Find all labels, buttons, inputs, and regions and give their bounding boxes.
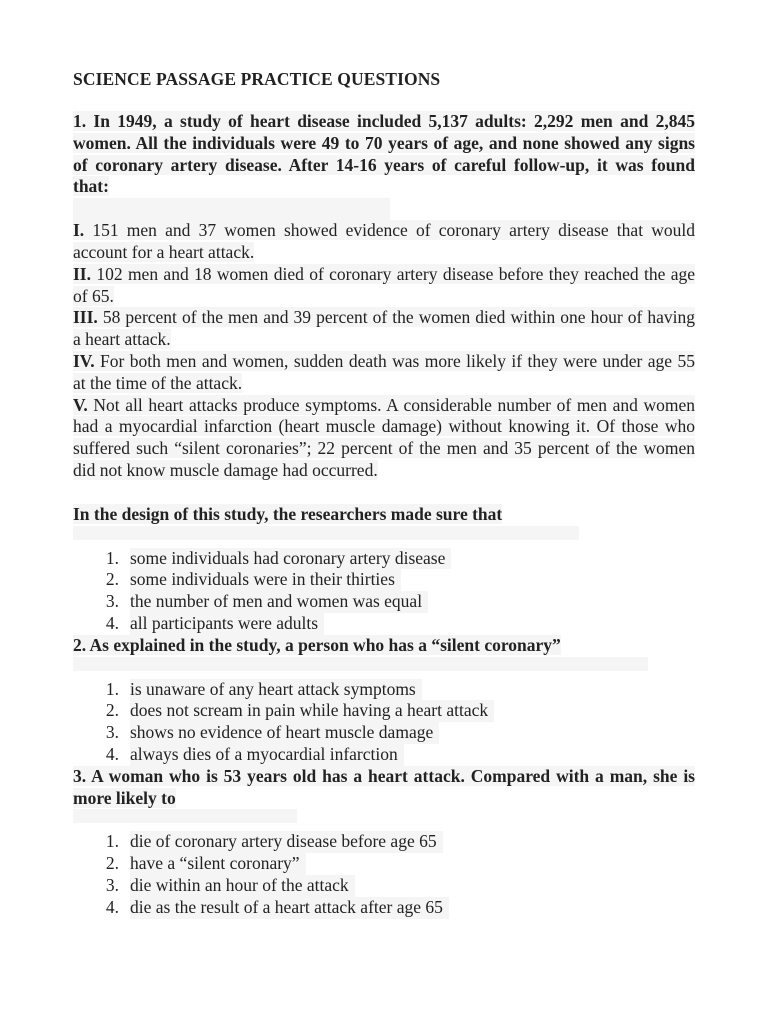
option-text: does not scream in pain while having a heart attack: [130, 700, 494, 722]
finding-text: 58 percent of the men and 39 percent of the women died within one hour of having a heart attack.: [73, 307, 695, 350]
finding-5: [73, 395, 695, 482]
option-text: shows no evidence of heart muscle damage: [130, 722, 439, 744]
question-3-stem: [73, 766, 695, 810]
option-text: some individuals had coronary artery disease: [130, 548, 451, 570]
option-text: die as the result of a heart attack after age 65: [130, 897, 449, 919]
option-number: 2.: [105, 700, 119, 721]
option[interactable]: [73, 700, 695, 722]
finding-label: II.: [73, 263, 91, 284]
findings-list: [73, 220, 695, 482]
option[interactable]: [73, 569, 695, 591]
option-number: 2.: [105, 569, 119, 590]
finding-3: [73, 307, 695, 351]
question-1-stem: [73, 504, 695, 526]
question-1-intro: [73, 111, 695, 198]
question-3-options: [73, 831, 695, 918]
finding-label: V.: [73, 394, 88, 415]
finding-label: III.: [73, 307, 98, 328]
option[interactable]: [73, 679, 695, 701]
question-1-intro-text: 1. In 1949, a study of heart disease included 5,137 adults: 2,292 men and 2,845 women. All the individuals were 49 to 70 years of age, and none showed any signs of coronary artery disease. After 14-16 years of careful follow-up, it was found that:: [73, 111, 695, 197]
shade-spacer: [73, 657, 648, 671]
finding-label: IV.: [73, 350, 95, 371]
option[interactable]: [73, 831, 695, 853]
question-3-stem-text: 3. A woman who is 53 years old has a heart attack. Compared with a man, she is more likely to: [73, 765, 695, 808]
option-number: 3.: [105, 591, 119, 612]
question-2-stem-text: 2. As explained in the study, a person who has a “silent coronary”: [73, 634, 561, 655]
option-text: all participants were adults: [130, 613, 324, 635]
option[interactable]: [73, 591, 695, 613]
option[interactable]: [73, 548, 695, 570]
finding-4: [73, 351, 695, 395]
option-text: die of coronary artery disease before age 65: [130, 831, 443, 853]
question-1-options: [73, 548, 695, 635]
question-1-stem-text: In the design of this study, the researchers made sure that: [73, 503, 503, 524]
finding-text: 151 men and 37 women showed evidence of coronary artery disease that would account for a heart attack.: [73, 220, 695, 262]
option-number: 1.: [105, 547, 119, 568]
finding-label: I.: [73, 220, 85, 241]
page-title: SCIENCE PASSAGE PRACTICE QUESTIONS: [73, 69, 441, 89]
option-text: is unaware of any heart attack symptoms: [130, 679, 422, 701]
option-number: 2.: [105, 853, 119, 874]
option-text: always dies of a myocardial infarction: [130, 744, 404, 766]
finding-text: Not all heart attacks produce symptoms. A considerable number of men and women had a myocardial infarction (heart muscle damage) without knowing it. Of those who suffered such “silent coronaries”; 22 percent of the men and 35 percent of the women did not know muscle damage had occurred.: [73, 394, 695, 480]
option-text: some individuals were in their thirties: [130, 569, 401, 591]
option[interactable]: [73, 613, 695, 635]
option[interactable]: [73, 722, 695, 744]
shade-spacer: [73, 198, 390, 220]
shade-spacer: [73, 526, 579, 540]
option[interactable]: [73, 875, 695, 897]
finding-1: [73, 220, 695, 264]
option-number: 1.: [105, 831, 119, 852]
option-text: die within an hour of the attack: [130, 875, 355, 897]
question-2-stem: [73, 635, 695, 657]
question-2-options: [73, 679, 695, 766]
option-text: the number of men and women was equal: [130, 591, 428, 613]
option[interactable]: [73, 744, 695, 766]
option-number: 4.: [105, 896, 119, 917]
option-number: 3.: [105, 722, 119, 743]
finding-text: For both men and women, sudden death was more likely if they were under age 55 at the time of the attack.: [73, 350, 695, 393]
finding-2: [73, 264, 695, 308]
option-number: 3.: [105, 874, 119, 895]
option[interactable]: [73, 853, 695, 875]
finding-text: 102 men and 18 women died of coronary artery disease before they reached the age of 65.: [73, 263, 695, 306]
shade-spacer: [73, 809, 297, 823]
document-page: [73, 66, 695, 919]
option-number: 4.: [105, 743, 119, 764]
option-number: 1.: [105, 678, 119, 699]
option-text: have a “silent coronary”: [130, 853, 306, 875]
option[interactable]: [73, 897, 695, 919]
option-number: 4.: [105, 612, 119, 633]
